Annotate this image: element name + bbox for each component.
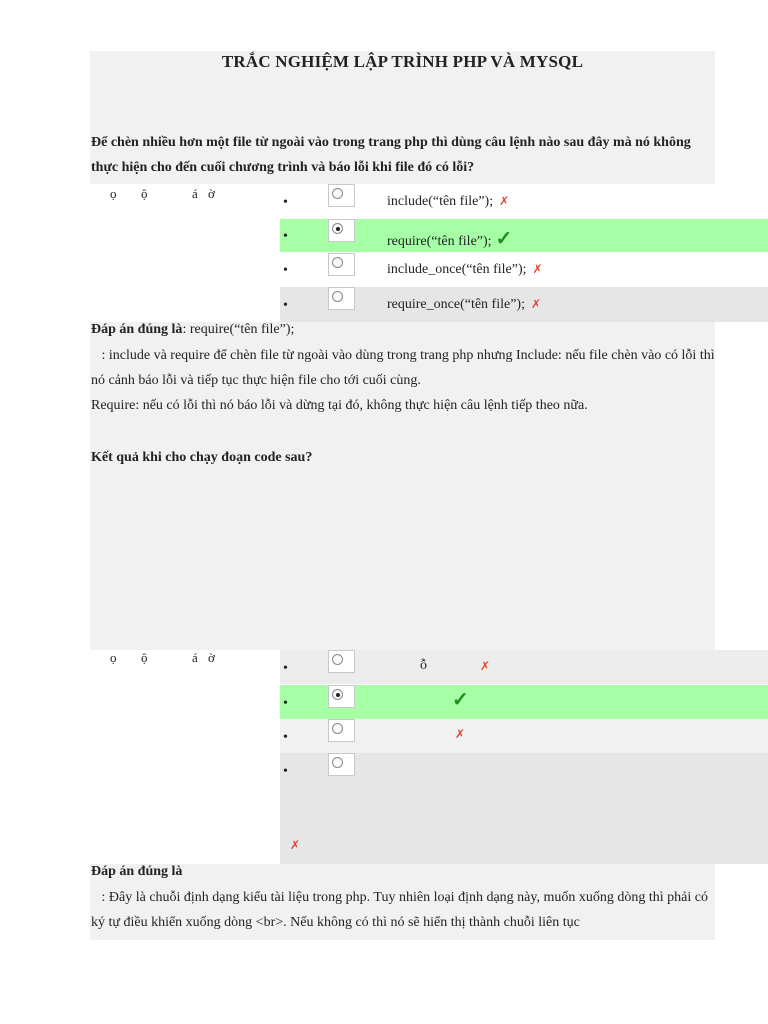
bullet-icon: • bbox=[283, 229, 288, 244]
option-label: ỗ bbox=[420, 658, 427, 673]
bullet-icon: • bbox=[283, 298, 288, 313]
radio-button[interactable] bbox=[328, 219, 355, 242]
question-1-explanation-2: Require: nếu có lỗi thì nó báo lỗi và dừng tại đó, không thực hiện câu lệnh tiếp theo nữa. bbox=[91, 398, 588, 413]
wrong-mark-icon: ✗ bbox=[480, 659, 491, 673]
meta-char: á bbox=[192, 650, 198, 665]
q1-option-c[interactable] bbox=[280, 253, 768, 287]
check-mark-icon: ✓ bbox=[452, 689, 469, 711]
meta-char: ờ bbox=[208, 186, 215, 201]
wrong-mark-icon: ✗ bbox=[499, 194, 510, 208]
meta-char: á bbox=[192, 186, 198, 201]
bullet-icon: • bbox=[283, 263, 288, 278]
q2-option-c[interactable] bbox=[280, 719, 768, 753]
bullet-icon: • bbox=[283, 195, 288, 210]
q1-option-b[interactable] bbox=[280, 219, 768, 252]
bullet-icon: • bbox=[283, 764, 288, 779]
wrong-mark-icon: ✗ bbox=[530, 297, 542, 311]
question-2-explanation: : Đây là chuỗi định dạng kiểu tài liệu trong php. Tuy nhiên loại định dạng này, muốn xuống dòng thì phải có ký tự điều khiển xuống dòng <br>. Nếu không có thì nó sẽ hiển thị thành chuỗi liên tục bbox=[91, 890, 712, 930]
answer-value: : require(“tên file”); bbox=[182, 322, 295, 337]
bullet-icon: • bbox=[283, 661, 288, 676]
wrong-mark-icon: ✗ bbox=[532, 262, 543, 276]
meta-char: ọ bbox=[110, 650, 117, 665]
bullet-icon: • bbox=[283, 730, 288, 745]
wrong-mark-icon: ✗ bbox=[455, 727, 466, 741]
meta-char: ờ bbox=[208, 650, 215, 665]
option-label: require(“tên file”); bbox=[387, 234, 492, 249]
bullet-icon: • bbox=[283, 696, 288, 711]
option-label: include_once(“tên file”); bbox=[387, 262, 527, 277]
radio-button[interactable] bbox=[328, 287, 355, 310]
option-label: require_once(“tên file”); bbox=[387, 297, 525, 312]
question-1-explanation: : include và require để chèn file từ ngoài vào dùng trong trang php nhưng Include: nếu file chèn vào có lỗi thì nó cảnh báo lỗi và tiếp tục thực hiện file cho tới cuối cùng. bbox=[91, 348, 719, 388]
page-title: TRẮC NGHIỆM LẬP TRÌNH PHP VÀ MYSQL bbox=[221, 52, 584, 71]
question-2-answer bbox=[91, 864, 182, 880]
wrong-mark-icon: ✗ bbox=[290, 838, 301, 852]
radio-button[interactable] bbox=[328, 685, 355, 708]
option-label: include(“tên file”); bbox=[387, 194, 494, 209]
question-1-text: Để chèn nhiều hơn một file từ ngoài vào trong trang php thì dùng câu lệnh nào sau đây mà nó không thực hiện cho đến cuối chương trình và báo lỗi khi file đó có lỗi? bbox=[91, 135, 691, 175]
radio-button[interactable] bbox=[328, 719, 355, 742]
radio-button[interactable] bbox=[328, 184, 355, 207]
meta-char: ộ bbox=[141, 650, 148, 665]
q2-option-d[interactable] bbox=[280, 753, 768, 864]
radio-button[interactable] bbox=[328, 650, 355, 673]
check-mark-icon: ✓ bbox=[495, 228, 513, 250]
radio-button[interactable] bbox=[328, 753, 355, 776]
answer-label: Đáp án đúng là bbox=[91, 864, 183, 879]
q1-option-d[interactable] bbox=[280, 287, 768, 322]
q2-option-b[interactable] bbox=[280, 685, 768, 719]
question-1-answer bbox=[91, 322, 294, 338]
q1-option-a[interactable] bbox=[280, 184, 768, 217]
radio-button[interactable] bbox=[328, 253, 355, 276]
meta-char: ộ bbox=[141, 186, 148, 201]
meta-char: ọ bbox=[110, 186, 117, 201]
question-2-text: Kết quả khi cho chạy đoạn code sau? bbox=[91, 450, 313, 465]
q2-option-a[interactable] bbox=[280, 650, 768, 684]
answer-label: Đáp án đúng là bbox=[91, 322, 183, 337]
